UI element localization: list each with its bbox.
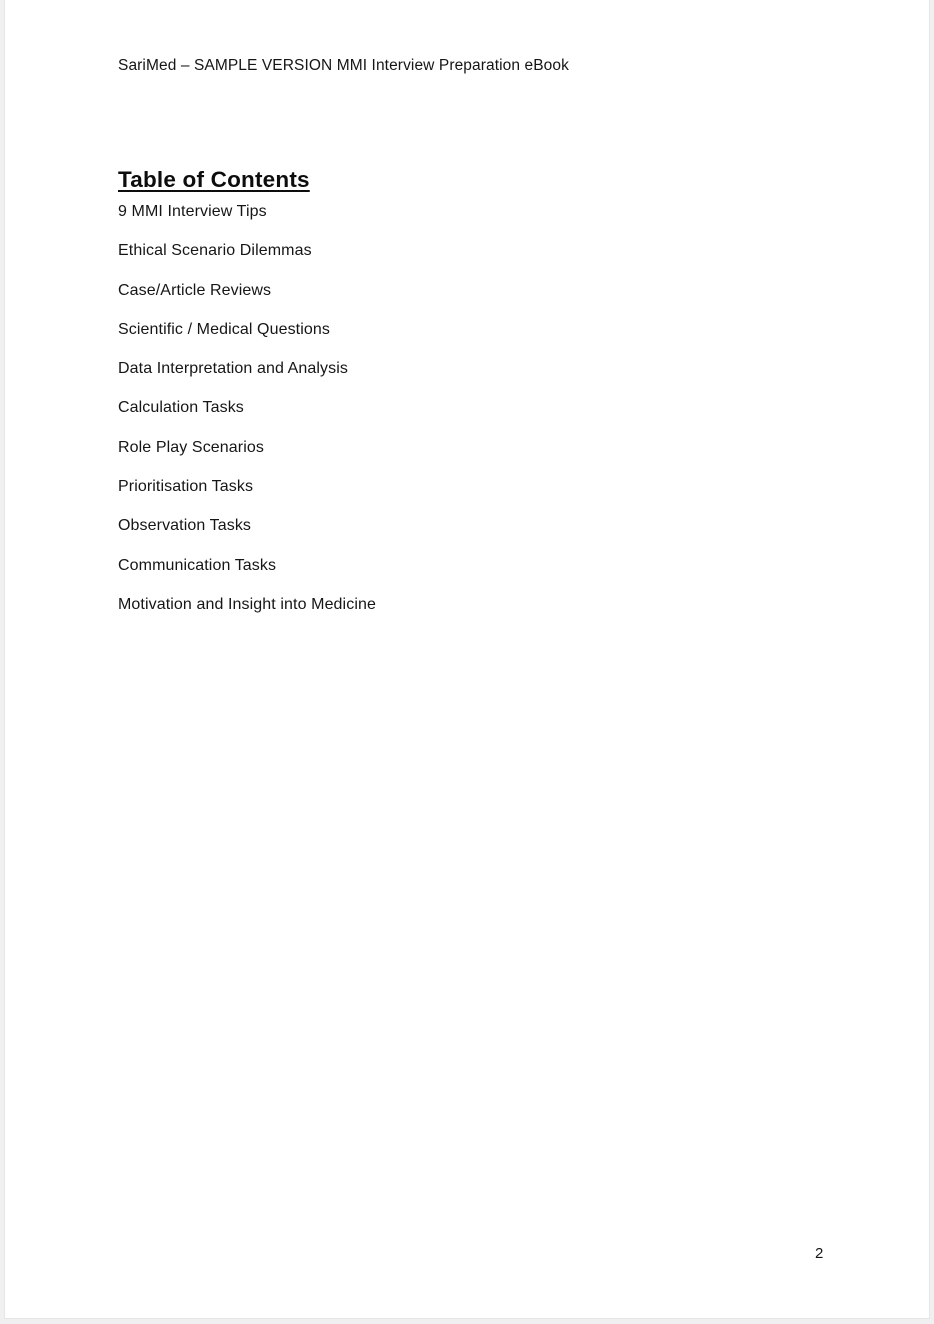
document-page bbox=[5, 0, 929, 1318]
toc-item: 9 MMI Interview Tips bbox=[118, 203, 267, 220]
toc-item: Communication Tasks bbox=[118, 556, 277, 574]
toc-item: Case/Article Reviews bbox=[118, 281, 272, 299]
toc-item: Role Play Scenarios bbox=[118, 438, 264, 456]
toc-item: Calculation Tasks bbox=[118, 399, 244, 417]
toc-item: Data Interpretation and Analysis bbox=[118, 360, 349, 378]
toc-list bbox=[118, 192, 376, 624]
page-title: Table of Contents bbox=[118, 167, 310, 193]
toc-item: Scientific / Medical Questions bbox=[118, 320, 330, 338]
toc-item: Prioritisation Tasks bbox=[118, 478, 254, 496]
page-number: 2 bbox=[815, 1245, 824, 1262]
toc-item: Observation Tasks bbox=[118, 517, 252, 535]
toc-item: Motivation and Insight into Medicine bbox=[118, 595, 376, 613]
toc-item: Ethical Scenario Dilemmas bbox=[118, 242, 312, 260]
document-header: SariMed – SAMPLE VERSION MMI Interview Preparation eBook bbox=[118, 57, 569, 74]
